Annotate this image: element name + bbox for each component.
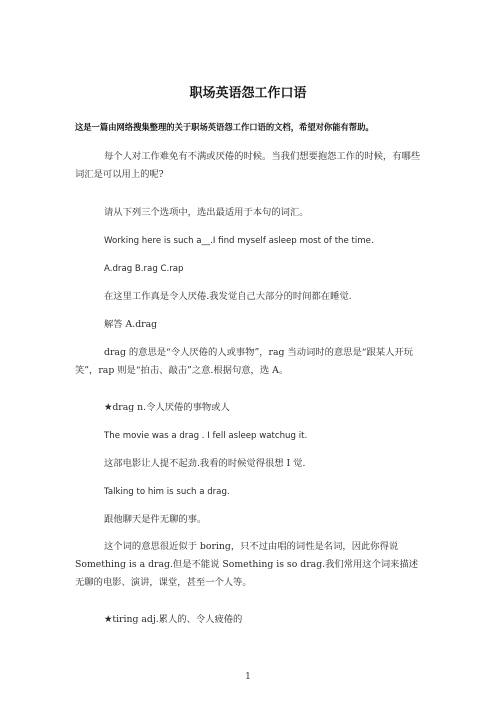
paragraph-example-1: The movie was a drag . I fell asleep watchug it. [104,431,308,441]
paragraph-answer: 解答 A.drag [104,319,158,330]
paragraph-options: A.drag B.rag C.rap [104,264,184,274]
paragraph-example-2-translation: 跟他聊天是件无聊的事。 [104,514,207,525]
paragraph-intro-question: 每个人对工作难免有不满或厌倦的时候。当我们想要抱怨工作的时候，有哪些词汇是可以用上的呢? [75,151,421,180]
document-title: 职场英语怨工作口语 [189,86,307,101]
paragraph-example-1-translation: 这部电影让人提不起劲.我看的时候觉得很想 I 觉. [104,458,306,469]
paragraph-vocab-drag: ★drag n.令人厌倦的事物或人 [104,402,230,413]
paragraph-example-2: Talking to him is such a drag. [104,487,230,497]
paragraph-explanation: drag 的意思是“令人厌倦的人或事物”，rag 当动词时的意思是“跟某人开玩笑”，rap 则是“拍击、敲击”之意.根据句意，选 A。 [75,347,414,376]
paragraph-usage-note: 这个词的意思很近似于 boring，只不过由唱的词性是名词，因此你得说 Something is a drag.但是不能说 Something is so drag.我们常用这个词来描述无聊的电影、演讲，课堂，甚至一个人等。 [75,541,419,588]
page-number: 1 [245,672,251,682]
paragraph-vocab-tiring: ★tiring adj.累人的、令人疲倦的 [104,614,243,625]
document-intro: 这是一篇由网络搜集整理的关于职场英语怨工作口语的文档，希望对你能有帮助。 [75,122,374,132]
paragraph-question-sentence: Working here is such a__.I find myself asleep most of the time. [104,236,374,246]
paragraph-translation: 在这里工作真是令人厌倦.我发觉自己大部分的时间都在睡觉. [104,291,352,302]
paragraph-instruction: 请从下列三个选项中，选出最适用于本句的词汇。 [104,207,309,218]
